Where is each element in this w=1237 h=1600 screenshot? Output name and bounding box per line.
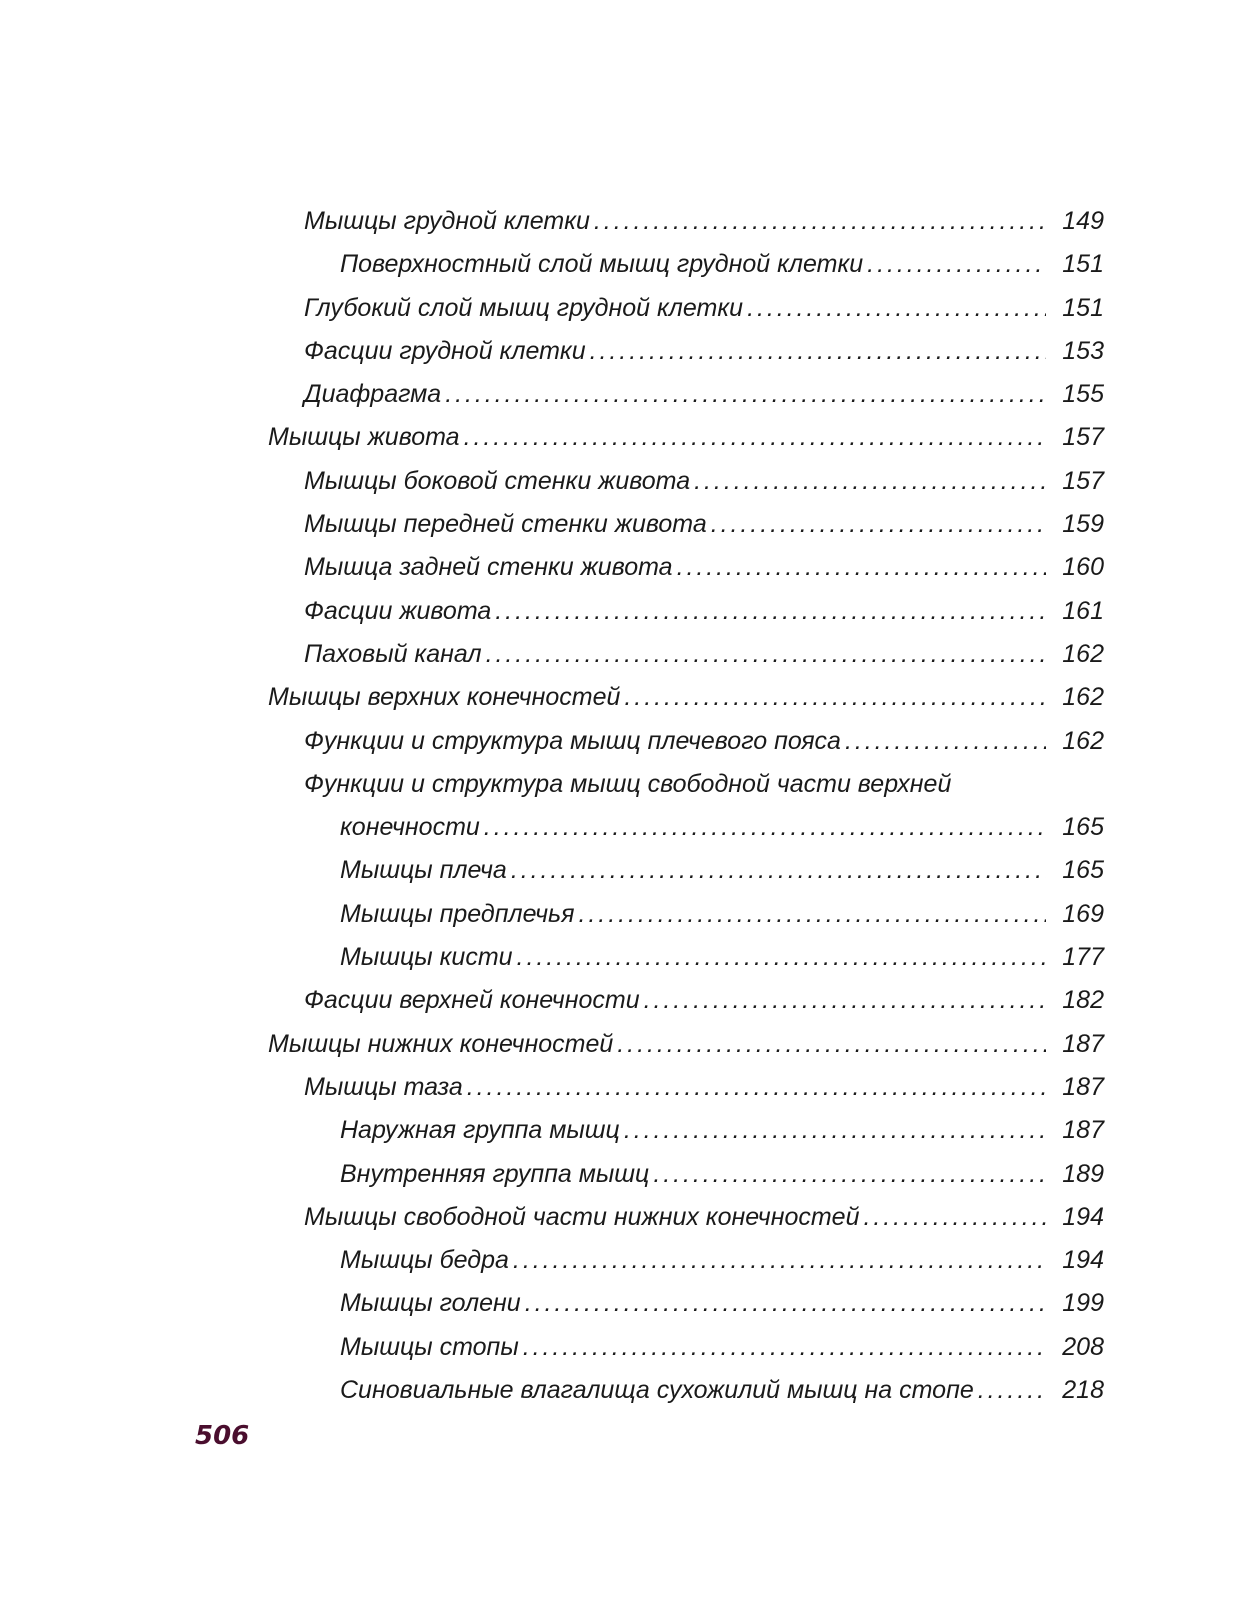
toc-entry-title: Фасции верхней конечности xyxy=(304,986,640,1015)
toc-entry[interactable] xyxy=(268,1109,1104,1152)
toc-dot-leader xyxy=(511,849,1046,892)
toc-dot-leader xyxy=(624,676,1046,719)
toc-entry-page: 151 xyxy=(1062,250,1104,279)
toc-entry[interactable] xyxy=(268,590,1104,633)
toc-entry-title: Мышцы боковой стенки живота xyxy=(304,466,691,495)
toc-entry-page: 182 xyxy=(1062,986,1104,1015)
toc-entry-page: 151 xyxy=(1062,293,1104,322)
toc-entry-title: Мышца задней стенки живота xyxy=(304,553,673,582)
toc-dot-leader xyxy=(694,460,1046,503)
toc-entry-page: 187 xyxy=(1062,1116,1104,1145)
toc-entry[interactable] xyxy=(268,243,1104,286)
toc-entry-page: 189 xyxy=(1062,1159,1104,1188)
toc-entry-title: Мышцы бедра xyxy=(340,1246,509,1275)
toc-entry[interactable] xyxy=(268,287,1104,330)
toc-entry[interactable] xyxy=(268,720,1104,763)
toc-entry[interactable] xyxy=(268,763,1104,806)
toc-dot-leader xyxy=(495,590,1046,633)
toc-entry-page: 162 xyxy=(1062,683,1104,712)
toc-entry[interactable] xyxy=(268,460,1104,503)
toc-entry[interactable] xyxy=(268,373,1104,416)
toc-entry-title: Мышцы свободной части нижних конечностей xyxy=(304,1202,860,1231)
toc-entry[interactable] xyxy=(268,676,1104,719)
toc-entry-page: 199 xyxy=(1062,1289,1104,1318)
toc-entry-title: Поверхностный слой мышц грудной клетки xyxy=(340,250,864,279)
toc-entry-title: Мышцы стопы xyxy=(340,1332,519,1361)
toc-entry[interactable] xyxy=(268,893,1104,936)
toc-dot-leader xyxy=(624,1109,1046,1152)
toc-entry-page: 187 xyxy=(1062,1029,1104,1058)
toc-entry-page: 149 xyxy=(1062,207,1104,235)
toc-entry-title: Мышцы грудной клетки xyxy=(304,207,590,235)
toc-entry-page: 157 xyxy=(1062,423,1104,452)
toc-entry[interactable] xyxy=(268,546,1104,589)
toc-dot-leader xyxy=(579,893,1046,936)
toc-entry-page: 194 xyxy=(1062,1202,1104,1231)
toc-entry-title: Диафрагма xyxy=(304,380,442,409)
toc-entry-title: Мышцы плеча xyxy=(340,856,507,885)
toc-entry-title: Мышцы живота xyxy=(268,423,460,452)
toc-entry[interactable] xyxy=(268,330,1104,373)
toc-entry-page: 159 xyxy=(1062,510,1104,539)
toc-dot-leader xyxy=(978,1369,1046,1412)
toc-entry[interactable] xyxy=(268,1066,1104,1109)
toc-entry-title: Глубокий слой мышц грудной клетки xyxy=(304,293,744,322)
toc-entry-page: 218 xyxy=(1062,1376,1104,1405)
toc-entry-title: Внутренняя группа мышц xyxy=(340,1159,650,1188)
toc-dot-leader xyxy=(594,200,1046,243)
toc-dot-leader xyxy=(747,287,1046,330)
toc-entry-page: 187 xyxy=(1062,1072,1104,1101)
toc-entry-page: 153 xyxy=(1062,336,1104,365)
toc-dot-leader xyxy=(484,806,1046,849)
toc-dot-leader xyxy=(467,1066,1046,1109)
toc-dot-leader xyxy=(711,503,1046,546)
toc-entry[interactable] xyxy=(268,1153,1104,1196)
toc-entry[interactable] xyxy=(268,200,1104,243)
toc-entry-title: Мышцы предплечья xyxy=(340,899,575,928)
table-of-contents xyxy=(268,200,1104,1412)
toc-entry[interactable] xyxy=(268,1326,1104,1369)
toc-entry-title: Фасции живота xyxy=(304,596,492,625)
toc-entry-title: Синовиальные влагалища сухожилий мышц на стопе xyxy=(340,1376,974,1405)
toc-dot-leader xyxy=(486,633,1046,676)
toc-entry[interactable] xyxy=(268,416,1104,459)
toc-dot-leader xyxy=(523,1326,1046,1369)
toc-entry-page: 161 xyxy=(1062,596,1104,625)
toc-dot-leader xyxy=(464,416,1046,459)
toc-entry[interactable] xyxy=(268,936,1104,979)
toc-entry[interactable] xyxy=(268,633,1104,676)
toc-dot-leader xyxy=(525,1282,1046,1325)
toc-entry[interactable] xyxy=(268,1023,1104,1066)
toc-entry-title: Фасции грудной клетки xyxy=(304,336,586,365)
toc-entry-page: 208 xyxy=(1062,1332,1104,1361)
toc-dot-leader xyxy=(677,546,1046,589)
toc-entry[interactable] xyxy=(268,979,1104,1022)
toc-entry-title: Мышцы голени xyxy=(340,1289,521,1318)
toc-dot-leader xyxy=(644,979,1046,1022)
toc-entry[interactable] xyxy=(268,1239,1104,1282)
toc-entry-page: 194 xyxy=(1062,1246,1104,1275)
toc-entry-title: конечности xyxy=(340,813,480,842)
toc-entry-page: 165 xyxy=(1062,856,1104,885)
toc-dot-leader xyxy=(864,1196,1047,1239)
toc-entry[interactable] xyxy=(268,1369,1104,1412)
toc-entry-page: 160 xyxy=(1062,553,1104,582)
toc-entry-page: 162 xyxy=(1062,726,1104,755)
toc-entry-page: 169 xyxy=(1062,899,1104,928)
toc-entry[interactable] xyxy=(268,806,1104,849)
toc-entry-title: Мышцы кисти xyxy=(340,943,513,972)
toc-entry-title: Мышцы нижних конечностей xyxy=(268,1029,614,1058)
toc-entry-title: Наружная группа мышц xyxy=(340,1116,620,1145)
toc-dot-leader xyxy=(517,936,1046,979)
toc-entry-page: 155 xyxy=(1062,380,1104,409)
toc-entry[interactable] xyxy=(268,1196,1104,1239)
toc-dot-leader xyxy=(845,720,1046,763)
toc-dot-leader xyxy=(867,243,1046,286)
toc-entry-page: 157 xyxy=(1062,466,1104,495)
toc-entry-title: Мышцы таза xyxy=(304,1072,463,1101)
toc-entry-title: Мышцы верхних конечностей xyxy=(268,683,621,712)
toc-entry[interactable] xyxy=(268,1282,1104,1325)
page-number: 506 xyxy=(195,1421,250,1451)
toc-entry-title: Функции и структура мышц плечевого пояса xyxy=(304,726,841,755)
toc-entry-title: Функции и структура мышц свободной части верхней xyxy=(304,769,952,798)
toc-entry-title: Паховый канал xyxy=(304,639,482,668)
toc-entry-page: 165 xyxy=(1062,813,1104,842)
toc-dot-leader xyxy=(617,1023,1046,1066)
toc-entry[interactable] xyxy=(268,503,1104,546)
toc-dot-leader xyxy=(513,1239,1046,1282)
toc-entry-title: Мышцы передней стенки живота xyxy=(304,510,707,539)
toc-dot-leader xyxy=(653,1153,1046,1196)
toc-dot-leader xyxy=(590,330,1046,373)
toc-entry-page: 162 xyxy=(1062,639,1104,668)
toc-entry-page: 177 xyxy=(1062,943,1104,972)
toc-dot-leader xyxy=(445,373,1046,416)
toc-entry[interactable] xyxy=(268,849,1104,892)
